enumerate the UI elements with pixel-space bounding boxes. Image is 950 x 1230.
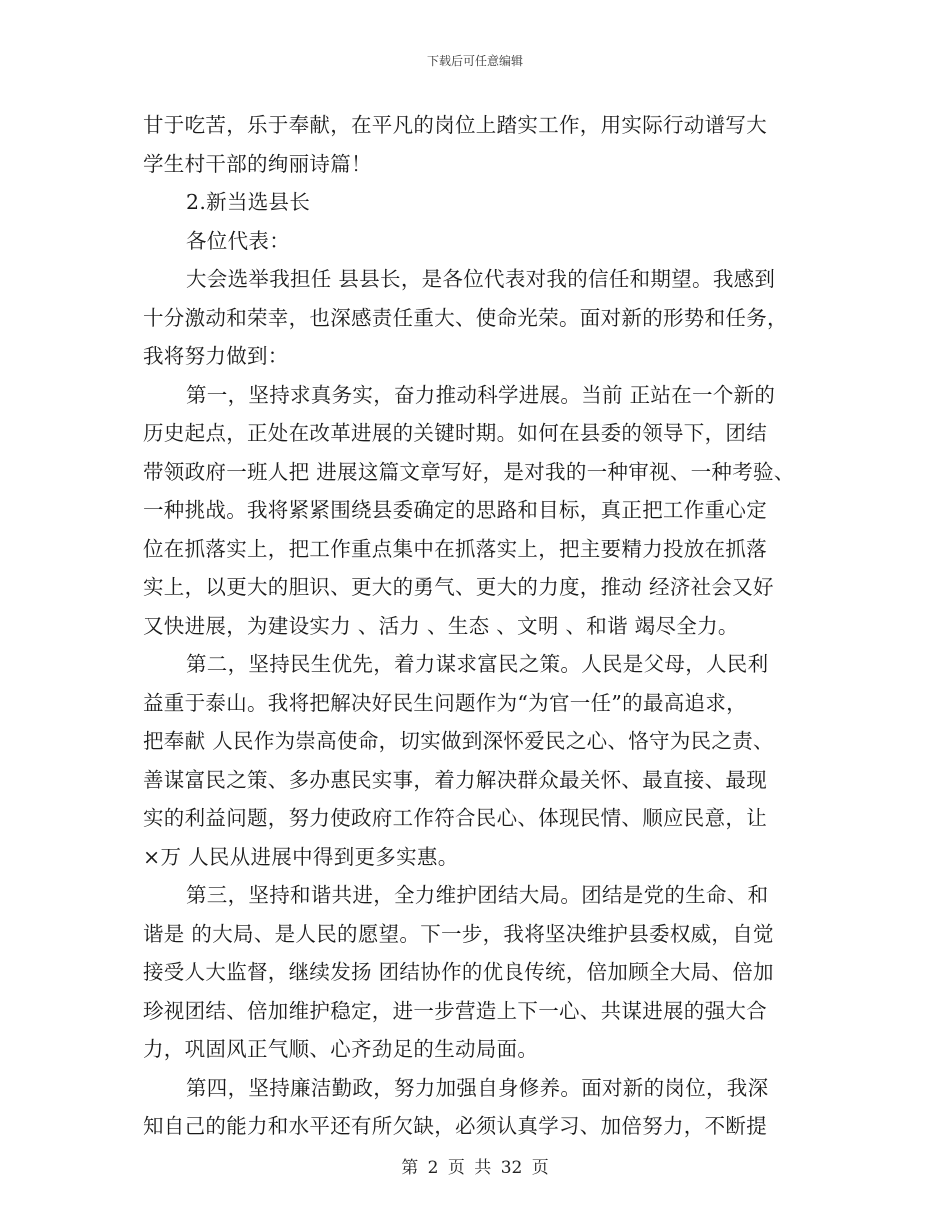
text-line: 第一，坚持求真务实，奋力推动科学进展。当前 正站在一个新的 xyxy=(186,382,776,407)
text-line: 大会选举我担任 县县长，是各位代表对我的信任和期望。我感到 xyxy=(186,267,776,291)
text-line: 十分激动和荣幸，也深感责任重大、使命光荣。面对新的形势和任务， xyxy=(143,305,788,330)
text-line: 善谋富民之策、多办惠民实事，着力解决群众最关怀、最直接、最现 xyxy=(143,767,767,792)
text-line: 学生村干部的绚丽诗篇！ xyxy=(143,151,372,176)
text-line: 历史起点，正处在改革进展的关键时期。如何在县委的领导下，团结 xyxy=(143,421,767,445)
text-line: 接受人大监督，继续发扬 团结协作的优良传统，倍加顾全大局、倍加 xyxy=(143,960,774,984)
text-line: 带领政府一班人把 进展这篇文章写好，是对我的一种审视、一种考验、 xyxy=(143,459,795,484)
text-line: 珍视团结、倍加维护稳定，进一步营造上下一心、共谋进展的强大合 xyxy=(143,998,767,1023)
page-number-footer: 第 2 页 共 32 页 xyxy=(401,1158,549,1178)
document-body xyxy=(143,106,823,1146)
page-header-note: 下载后可任意编辑 xyxy=(426,54,523,68)
text-line: 各位代表： xyxy=(186,228,290,253)
text-line: 甘于吃苦，乐于奉献，在平凡的岗位上踏实工作，用实际行动谱写大 xyxy=(143,113,767,137)
text-line: 2.新当选县长 xyxy=(186,190,311,214)
text-line: 我将努力做到： xyxy=(143,344,289,368)
text-line: ×万 人民从进展中得到更多实惠。 xyxy=(143,844,459,869)
text-line: 知自己的能力和水平还有所欠缺，必须认真学习、加倍努力，不断提 xyxy=(143,1114,767,1138)
text-line: 益重于泰山。我将把解决好民生问题作为“为官一任”的最高追求， xyxy=(143,690,747,715)
text-line: 谐是 的大局、是人民的愿望。下一步，我将坚决维护县委权威，自觉 xyxy=(143,921,774,946)
text-line: 位在抓落实上，把工作重点集中在抓落实上，把主要精力投放在抓落 xyxy=(143,536,767,561)
text-line: 第四，坚持廉洁勤政，努力加强自身修养。面对新的岗位，我深 xyxy=(186,1075,769,1100)
text-line: 把奉献 人民作为崇高使命，切实做到深怀爱民之心、恪守为民之责、 xyxy=(143,729,774,753)
text-line: 实的利益问题，努力使政府工作符合民心、体现民情、顺应民意，让 xyxy=(143,806,767,830)
text-line: 第三，坚持和谐共进，全力维护团结大局。团结是党的生命、和 xyxy=(186,883,769,907)
text-line: 一种挑战。我将紧紧围绕县委确定的思路和目标，真正把工作重心定 xyxy=(143,498,767,522)
text-line: 力，巩固风正气顺、心齐劲足的生动局面。 xyxy=(143,1037,539,1061)
text-line: 实上，以更大的胆识、更大的勇气、更大的力度，推动 经济社会又好 xyxy=(143,575,774,599)
text-line: 又快进展，为建设实力 、活力 、生态 、文明 、和谐 竭尽全力。 xyxy=(143,613,739,638)
text-line: 第二，坚持民生优先，着力谋求富民之策。人民是父母，人民利 xyxy=(186,652,769,676)
